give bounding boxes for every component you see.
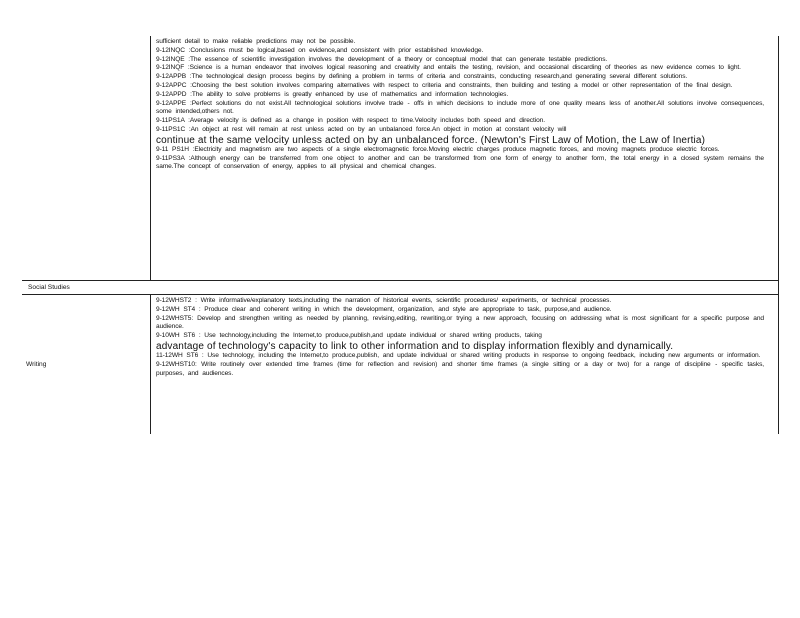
science-standard-line: sufficient detail to make reliable predictions may not be possible. bbox=[156, 38, 356, 45]
science-standard-line: 9-12APPC :Choosing the best solution involves comparing alternatives with respect to criteria and constraints, then building and testing a model or other representation of the final design. bbox=[156, 81, 733, 89]
writing-standard-line: 9-12WHST2 : Write informative/explanatory texts,including the narration of historical events, scientific procedures/ experiments, or technical processes. bbox=[156, 297, 612, 304]
writing-standard-line: 9-12WHST5: Develop and strengthen writing as needed by planning, revising,editing, rewriting,or trying a new approach, focusing on addressing what is most significant for a specific purpose and audience. bbox=[156, 314, 764, 331]
science-standard-line: 9-11PS1A :Average velocity is defined as a change in position with respect to time.Velocity includes both speed and direction. bbox=[156, 117, 545, 125]
science-standard-line: 9-12APPD :The ability to solve problems is greatly enhanced by use of mathematics and information technologies. bbox=[156, 90, 509, 98]
science-standard-line: continue at the same velocity unless acted on by an unbalanced force. (Newton's First Law of Motion, the Law of Inertia) bbox=[156, 134, 706, 146]
writing-standard-line: 9-10WH ST6 : Use technology,including the Internet,to produce,publish,and update individual or shared writing products, taking bbox=[156, 332, 542, 340]
table-right-border-top bbox=[778, 36, 779, 280]
row-divider-bottom bbox=[22, 294, 779, 295]
writing-standard-line: advantage of technology's capacity to link to other information and to display information flexibly and dynamically. bbox=[156, 340, 674, 352]
writing-standards-cell bbox=[156, 297, 764, 378]
science-standard-line: 9-12APPB :The technological design process begins by defining a problem in terms of criteria and constraints, conducting research,and generating several different solutions. bbox=[156, 73, 688, 81]
science-standard-line: 9-12INQF :Science is a human endeavor that involves logical reasoning and creativity and entails the testing, revision, and occasional discarding of theories as new evidence comes to light. bbox=[156, 64, 741, 72]
social-studies-label: Social Studies bbox=[28, 284, 70, 291]
writing-standard-line: 11-12WH ST6 : Use technology, including the Internet,to produce,publish, and update individual or shared writing products in response to ongoing feedback, including new arguments or information. bbox=[156, 351, 761, 359]
science-column-divider bbox=[150, 36, 151, 280]
science-standards-cell bbox=[156, 38, 764, 172]
science-standard-line: 9-11PS3A :Although energy can be transferred from one object to another and can be transformed from one form of energy to another form, the total energy in a closed system remains the same.The concept of conservation of energy, applies to all physical and chemical changes. bbox=[156, 154, 764, 171]
science-standard-line: 9-12INQC :Conclusions must be logical,based on evidence,and consistent with prior established knowledge. bbox=[156, 46, 484, 54]
table-right-border-mid bbox=[778, 280, 779, 294]
writing-label: Writing bbox=[26, 361, 47, 368]
science-standard-line: 9-12INQE :The essence of scientific investigation involves the development of a theory or conceptual model that can generate testable predictions. bbox=[156, 55, 608, 63]
writing-standard-line: 9-12WHST10: Write routinely over extended time frames (time for reflection and revision) and shorter time frames (a single sitting or a day or two) for a range of discipline - specific tasks, purposes, and audiences. bbox=[156, 360, 764, 377]
writing-column-divider bbox=[150, 294, 151, 434]
science-standard-line: 9-11 PS1H :Electricity and magnetism are two aspects of a single electromagnetic force.Moving electric charges produce magnetic forces, and moving magnets produce electric forces. bbox=[156, 145, 720, 153]
science-standard-line: 9-11PS1C :An object at rest will remain at rest unless acted on by an unbalanced force.An object in motion at constant velocity will bbox=[156, 125, 567, 133]
row-divider-top bbox=[22, 280, 779, 281]
science-standard-line: 9-12APPE :Perfect solutions do not exist.All technological solutions involve trade - offs in which decisions to include more of one quality means less of another.All solutions involve consequences, some intended,others not. bbox=[156, 99, 764, 116]
table-right-border-bottom bbox=[778, 294, 779, 434]
writing-standard-line: 9-12WH ST4 : Produce clear and coherent writing in which the development, organization, and style are appropriate to task, purpose,and audience. bbox=[156, 305, 612, 313]
